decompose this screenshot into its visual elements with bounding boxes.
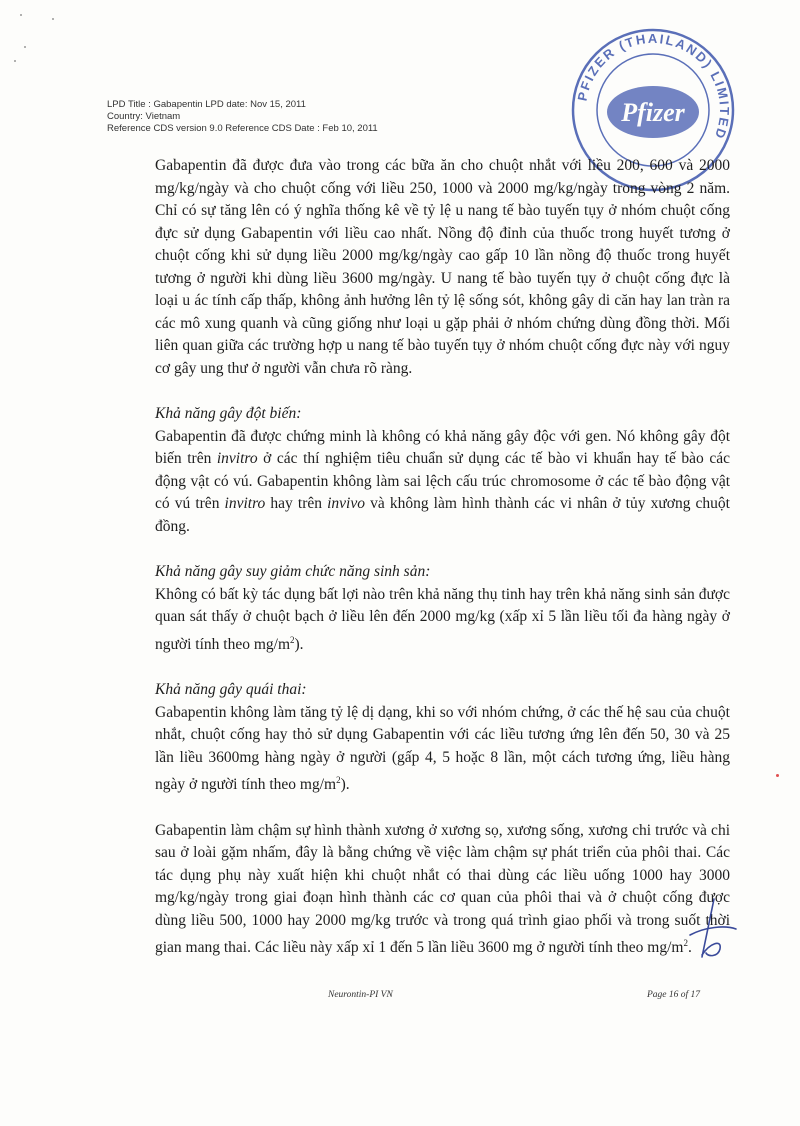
carcinogenicity-paragraph: Gabapentin đã được đưa vào trong các bữa ăn cho chuột nhắt với liều 200, 600 và 2000 mg/kg/ngày và cho chuột cống với liều 250, 1000 và 2000 mg/kg/ngày trong vòng 2 năm. Chỉ có sự tăng lên có ý nghĩa thống kê về tỷ lệ u nang tế bào tuyến tụy ở nhóm chuột cống đực sử dụng Gabapentin với liều cao nhất. Nồng độ đỉnh của thuốc trong huyết tương ở chuột cống khi sử dụng liều 2000 mg/kg/ngày cao gấp 10 lần nồng độ thuốc trong huyết tương ở người khi dùng liều 3600 mg/ngày. U nang tế bào tuyến tụy ở chuột cống đực là loại u ác tính cấp thấp, không ảnh hưởng lên tỷ lệ sống sót, không gây di căn hay lan tràn ra các mô xung quanh và cũng giống như loại u gặp phải ở nhóm chứng dùng đồng thời. Mối liên quan giữa các trường hợp u nang tế bào tuyến tụy ở nhóm chuột cống đực này với nguy cơ gây ung thư ở người vẫn chưa rõ ràng. xyxy=(155,157,730,377)
fertility-paragraph: Không có bất kỳ tác dụng bất lợi nào trên khả năng thụ tinh hay trên khả năng sinh sản được quan sát thấy ở chuột bạch ở liều lên đến 2000 mg/kg (xấp xỉ 5 lần liều tối đa hàng ngày ở người tính theo $mg/m^2$). xyxy=(155,585,730,653)
stamp-logo: Pfizer xyxy=(621,98,685,127)
header-line-title: LPD Title : Gabapentin LPD date: Nov 15, 2011 xyxy=(107,99,306,110)
document-body xyxy=(155,155,730,960)
mutagenesis-heading: Khả năng gây đột biến: xyxy=(155,405,302,422)
stamp-ring-text: PFIZER (THAILAND) LIMITED xyxy=(574,30,733,143)
footer-document-name: Neurontin-PI VN xyxy=(328,990,393,1000)
mutagenesis-paragraph: Gabapentin đã được chứng minh là không có khả năng gây độc với gen. Nó không gây đột biến trên invitro ở các thí nghiệm tiêu chuẩn sử dụng các tế bào vi khuẩn hay tế bào các động vật có vú. Gabapentin không làm sai lệch cấu trúc chromosome ở các tế bào động vật có vú trên invitro hay trên invivo và không làm hình thành các vi nhân ở tủy xương chuột đồng. xyxy=(155,427,730,535)
teratogenicity-paragraph: Gabapentin không làm tăng tỷ lệ dị dạng, khi so với nhóm chứng, ở các thế hệ sau của chuột nhắt, chuột cống hay thỏ sử dụng Gabapentin với các liều tương ứng lên đến 50, 30 và 25 lần liều 3600mg hàng ngày ở người (gấp 4, 5 hoặc 8 lần, một cách tương ứng, liều hàng ngày ở người tính theo $mg/m^2$). xyxy=(155,703,730,794)
scan-speck xyxy=(14,60,16,62)
teratogenicity-heading: Khả năng gây quái thai: xyxy=(155,681,307,699)
scan-speck xyxy=(24,46,26,48)
footer-page-number: Page 16 of 17 xyxy=(647,990,701,1000)
ossification-paragraph: Gabapentin làm chậm sự hình thành xương ở xương sọ, xương sống, xương chi trước và chi sau ở loài gặm nhấm, đây là bằng chứng về việc làm chậm sự phát triển của phôi thai. Các tác dụng phụ này xuất hiện khi chuột nhắt có thai dùng các liều uống 1000 hay 3000 mg/kg/ngày trong giai đoạn hình thành các cơ quan của phôi thai và ở chuột cống được dùng liều 500, 1000 hay 2000 mg/kg trước và trong quá trình giao phối và trong suốt thời gian mang thai. Các liều này xấp xỉ 1 đến 5 lần liều 3600 mg ở người tính theo $mg/m^2$. xyxy=(155,821,730,957)
scan-speck xyxy=(52,18,54,20)
header-line-reference: Reference CDS version 9.0 Reference CDS Date : Feb 10, 2011 xyxy=(107,123,378,134)
fertility-heading: Khả năng gây suy giảm chức năng sinh sản: xyxy=(155,563,431,580)
header-line-country: Country: Vietnam xyxy=(107,111,181,122)
document-header xyxy=(107,99,378,135)
scan-speck xyxy=(776,774,779,777)
scan-speck xyxy=(20,14,22,16)
handwritten-signature xyxy=(680,895,740,965)
